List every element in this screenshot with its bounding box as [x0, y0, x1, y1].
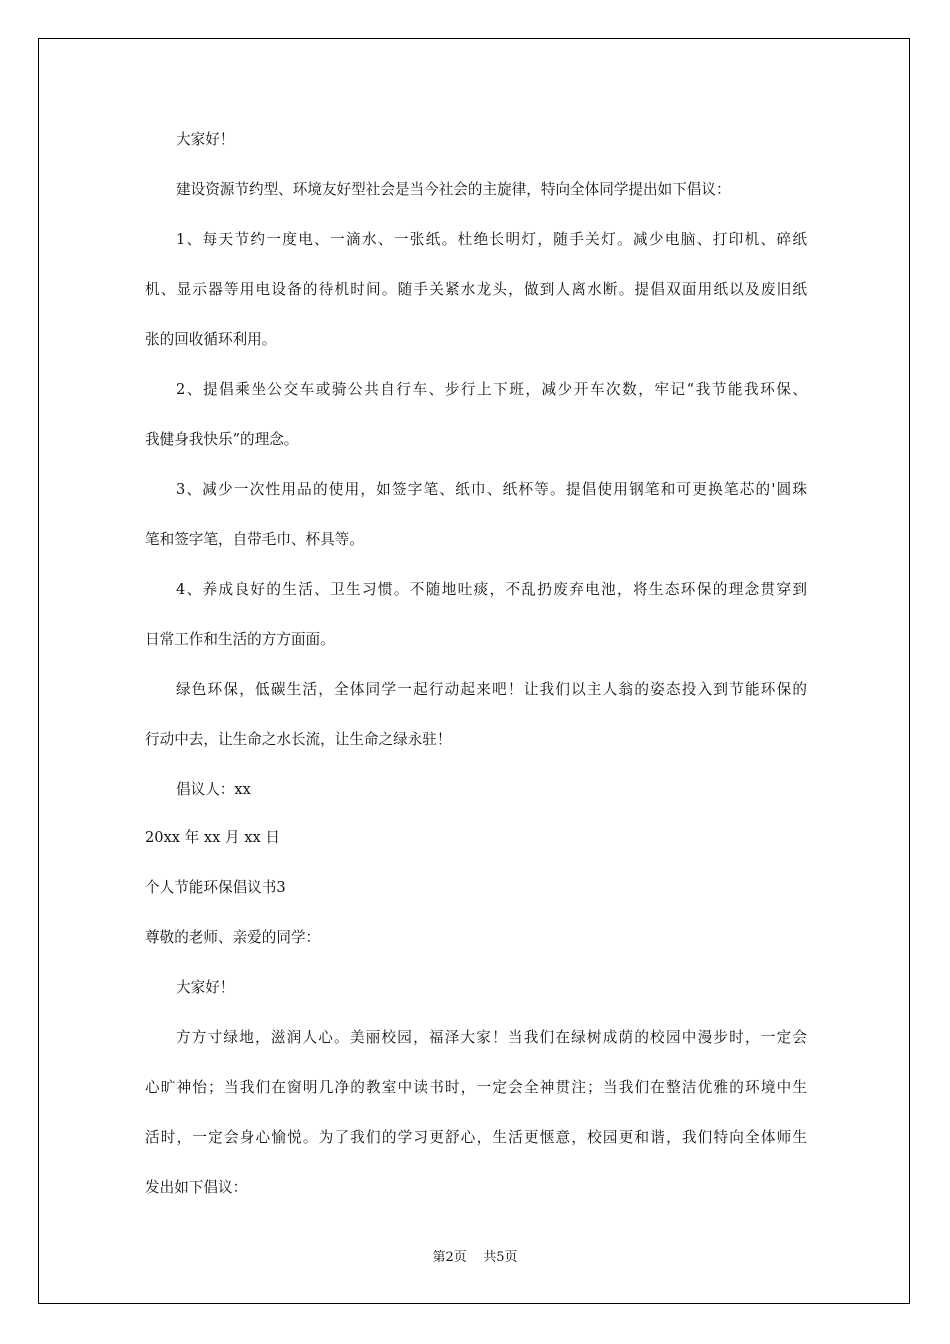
- page-number: 第2页: [432, 1250, 467, 1265]
- proposer: 倡议人：xx: [176, 781, 251, 798]
- item-3-line-2: 笔和签字笔，自带毛巾、杯具等。: [145, 531, 364, 548]
- page-footer: [0, 1246, 950, 1265]
- closing-line-1: 绿色环保，低碳生活，全体同学一起行动起来吧！让我们以主人翁的姿态投入到节能环保的: [176, 681, 807, 698]
- greeting-2: 大家好！: [176, 979, 235, 996]
- item-1-line-2: 机、显示器等用电设备的待机时间。随手关紧水龙头，做到人离水断。提倡双面用纸以及废旧纸: [145, 281, 807, 298]
- body-line-3: 活时，一定会身心愉悦。为了我们的学习更舒心，生活更惬意，校园更和谐，我们特向全体师生: [145, 1129, 807, 1146]
- item-2-line-1: 2、提倡乘坐公交车或骑公共自行车、步行上下班，减少开车次数，牢记“我节能我环保、: [176, 381, 807, 398]
- item-1-line-1: 1、每天节约一度电、一滴水、一张纸。杜绝长明灯，随手关灯。减少电脑、打印机、碎纸: [176, 231, 807, 248]
- page-total: 共5页: [483, 1250, 518, 1265]
- intro-line: 建设资源节约型、环境友好型社会是当今社会的主旋律，特向全体同学提出如下倡议：: [176, 181, 731, 198]
- body-line-2: 心旷神怡；当我们在窗明几净的教室中读书时，一定会全神贯注；当我们在整洁优雅的环境中生: [145, 1079, 807, 1096]
- item-4-line-2: 日常工作和生活的方方面面。: [145, 631, 335, 648]
- page-frame: [38, 38, 910, 1304]
- body-line-1: 方方寸绿地，滋润人心。美丽校园，福泽大家！当我们在绿树成荫的校园中漫步时，一定会: [176, 1029, 807, 1046]
- closing-line-2: 行动中去，让生命之水长流，让生命之绿永驻！: [145, 731, 452, 748]
- salutation: 尊敬的老师、亲爱的同学：: [145, 929, 321, 946]
- date: 20xx 年 xx 月 xx 日: [145, 829, 280, 846]
- greeting: 大家好！: [176, 131, 235, 148]
- item-2-line-2: 我健身我快乐”的理念。: [145, 431, 299, 448]
- body-line-4: 发出如下倡议：: [145, 1179, 248, 1196]
- item-3-line-1: 3、减少一次性用品的使用，如签字笔、纸巾、纸杯等。提倡使用钢笔和可更换笔芯的'圆珠: [176, 481, 807, 498]
- section-title: 个人节能环保倡议书3: [145, 879, 286, 896]
- item-1-line-3: 张的回收循环利用。: [145, 331, 277, 348]
- item-4-line-1: 4、养成良好的生活、卫生习惯。不随地吐痰，不乱扔废弃电池，将生态环保的理念贯穿到: [176, 581, 807, 598]
